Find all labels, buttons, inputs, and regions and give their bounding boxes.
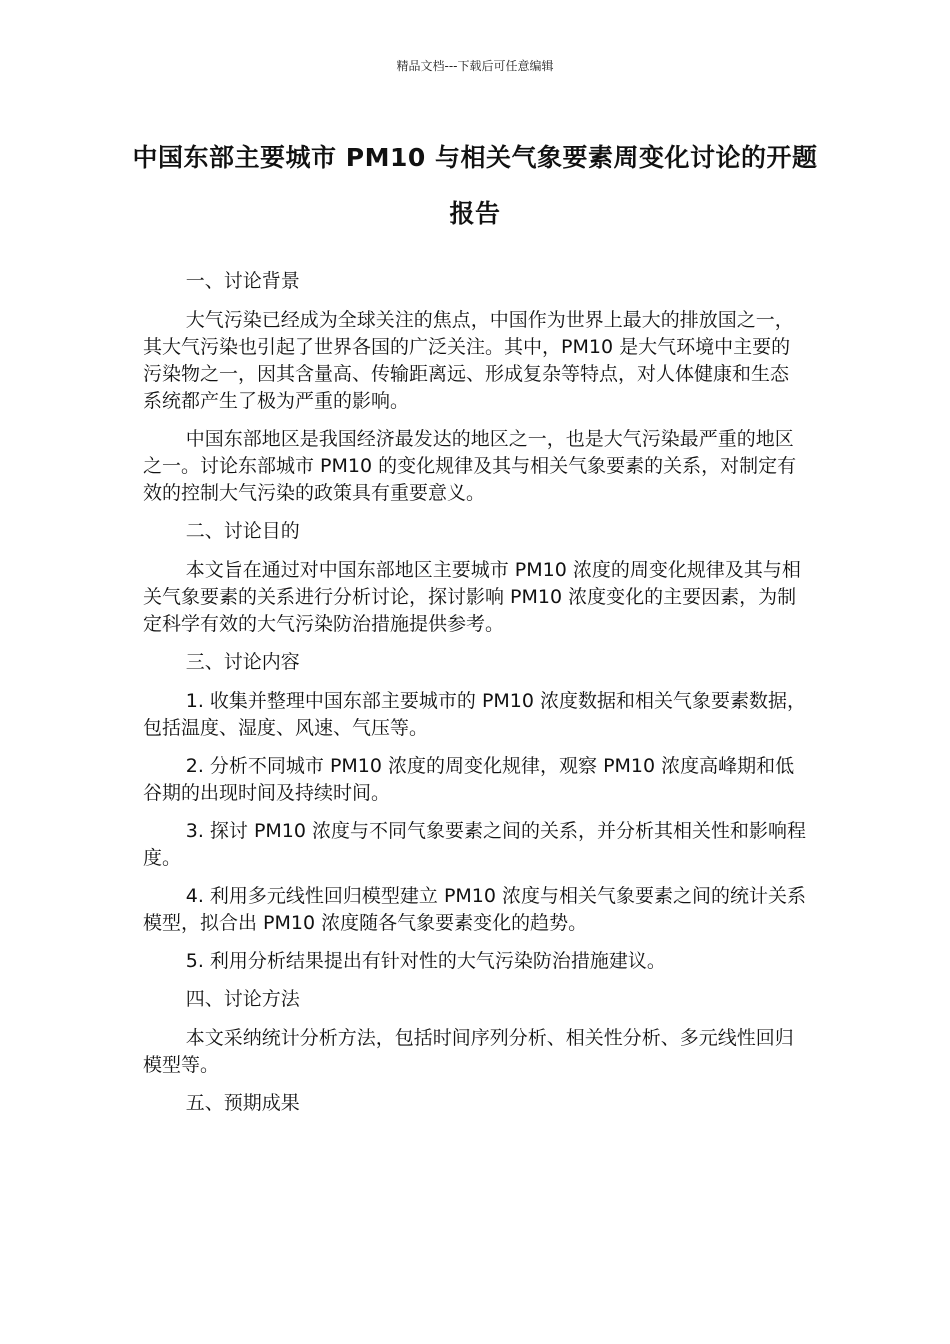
- header-note: 精品文档---下载后可任意编辑: [396, 59, 554, 73]
- content-item-2: 2. 分析不同城市 PM10 浓度的周变化规律，观察 PM10 浓度高峰期和低谷期的出现时间及持续时间。: [143, 755, 795, 804]
- section-heading-method: 四、讨论方法: [185, 988, 300, 1010]
- document-title: 中国东部主要城市 PM10 与相关气象要素周变化讨论的开题报告: [132, 143, 818, 228]
- content-item-5: 5. 利用分析结果提出有针对性的大气污染防治措施建议。: [185, 950, 666, 972]
- content-item-1: 1. 收集并整理中国东部主要城市的 PM10 浓度数据和相关气象要素数据，包括温度、湿度、风速、气压等。: [143, 690, 807, 739]
- section-heading-outcomes: 五、预期成果: [185, 1092, 300, 1114]
- content-item-4: 4. 利用多元线性回归模型建立 PM10 浓度与相关气象要素之间的统计关系模型，拟合出 PM10 浓度随各气象要素变化的趋势。: [143, 885, 807, 934]
- paragraph-method: 本文采纳统计分析方法，包括时间序列分析、相关性分析、多元线性回归模型等。: [143, 1027, 794, 1076]
- paragraph-purpose: 本文旨在通过对中国东部地区主要城市 PM10 浓度的周变化规律及其与相关气象要素的关系进行分析讨论，探讨影响 PM10 浓度变化的主要因素，为制定科学有效的大气污染防治措施提供参考。: [143, 559, 801, 635]
- content-item-3: 3. 探讨 PM10 浓度与不同气象要素之间的关系，并分析其相关性和影响程度。: [143, 820, 807, 869]
- paragraph-background-1: 大气污染已经成为全球关注的焦点，中国作为世界上最大的排放国之一，其大气污染也引起了世界各国的广泛关注。其中，PM10 是大气环境中主要的污染物之一，因其含量高、传输距离远、形成复杂等特点，对人体健康和生态系统都产生了极为严重的影响。: [143, 309, 794, 412]
- section-heading-background: 一、讨论背景: [185, 270, 300, 292]
- document-body: [143, 268, 807, 1129]
- section-heading-purpose: 二、讨论目的: [185, 520, 300, 542]
- section-heading-content: 三、讨论内容: [185, 651, 300, 673]
- paragraph-background-2: 中国东部地区是我国经济最发达的地区之一，也是大气污染最严重的地区之一。讨论东部城市 PM10 的变化规律及其与相关气象要素的关系，对制定有效的控制大气污染的政策具有重要意义。: [143, 428, 797, 504]
